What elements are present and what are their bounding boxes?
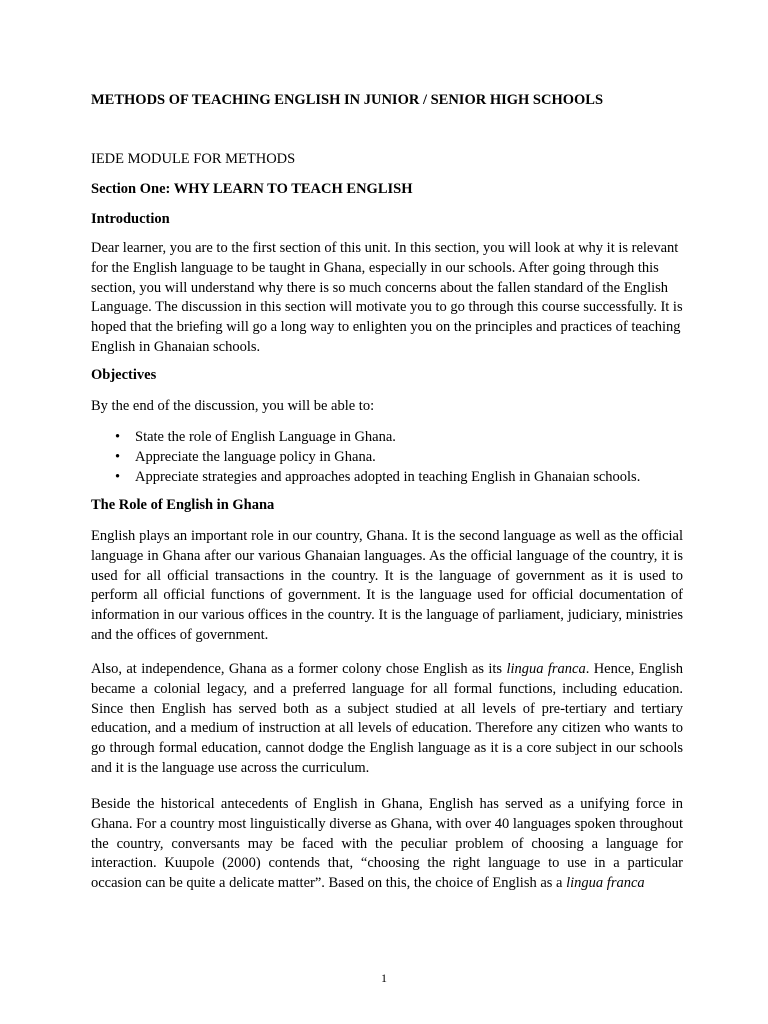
objectives-heading: Objectives — [91, 367, 157, 383]
text-run: Also, at independence, Ghana as a former colony chose English as its — [91, 661, 507, 677]
list-item — [91, 467, 691, 487]
bullet-icon: • — [115, 429, 121, 445]
bullet-icon: • — [115, 469, 121, 485]
role-paragraph-3 — [91, 795, 683, 894]
list-item — [91, 447, 691, 467]
objective-text: Appreciate the language policy in Ghana. — [135, 449, 376, 465]
objectives-list — [91, 427, 691, 487]
italic-term: lingua franca — [506, 661, 586, 677]
bullet-icon: • — [115, 449, 121, 465]
italic-term: lingua franca — [566, 875, 645, 892]
list-item — [91, 427, 691, 447]
objective-text: Appreciate strategies and approaches adopted in teaching English in Ghanaian schools. — [135, 469, 641, 485]
role-paragraph-2 — [91, 660, 683, 779]
objectives-lead: By the end of the discussion, you will be able to: — [91, 398, 375, 414]
objective-text: State the role of English Language in Ghana. — [135, 429, 396, 445]
section-heading: Section One: WHY LEARN TO TEACH ENGLISH — [91, 181, 413, 197]
text-run: . Hence, English became a colonial legacy, and a preferred language for all formal functions, including education. Since then English has served both as a subject studied at all levels of pre-tertiary and tertiary education, and a medium of instruction at all levels of education. Therefore any citizen who wants to go through formal education, cannot dodge the English language as it is a core subject in our schools and it is the language use across the curriculum. — [91, 661, 684, 776]
module-title: IEDE MODULE FOR METHODS — [91, 151, 296, 167]
page-number: 1 — [381, 971, 387, 985]
text-run: Beside the historical antecedents of English in Ghana, English has served as a unifying force in Ghana. For a country most linguistically diverse as Ghana, with over 40 languages spoken throughout the country, conversants may be faced with the peculiar problem of choosing a language for interaction. Kuupole (2000) contends that, “choosing the right language to use in a particular occasion can be quite a delicate matter”. Based on this, the choice of English as a — [91, 796, 683, 892]
document-title: METHODS OF TEACHING ENGLISH IN JUNIOR / SENIOR HIGH SCHOOLS — [91, 92, 604, 108]
introduction-paragraph: Dear learner, you are to the first section of this unit. In this section, you will look at why it is relevant for the English language to be taught in Ghana, especially in our schools. After going through this section, you will understand why there is so much concerns about the fallen standard of the English Language. The discussion in this section will motivate you to go through this course successfully. It is hoped that the briefing will go a long way to enlighten you on the principles and practices of teaching English in Ghanaian schools. — [91, 240, 683, 355]
role-paragraph-1: English plays an important role in our country, Ghana. It is the second language as well as the official language in Ghana after our various Ghanaian languages. As the official language of the country, it is used for all official transactions in the country. It is the language of government as it is used to perform all official functions of government. It is the language used for official documentation of information in our various offices in the country. It is the language of parliament, judiciary, ministries and the offices of government. — [91, 528, 683, 643]
introduction-heading: Introduction — [91, 211, 170, 227]
role-heading: The Role of English in Ghana — [91, 497, 275, 513]
